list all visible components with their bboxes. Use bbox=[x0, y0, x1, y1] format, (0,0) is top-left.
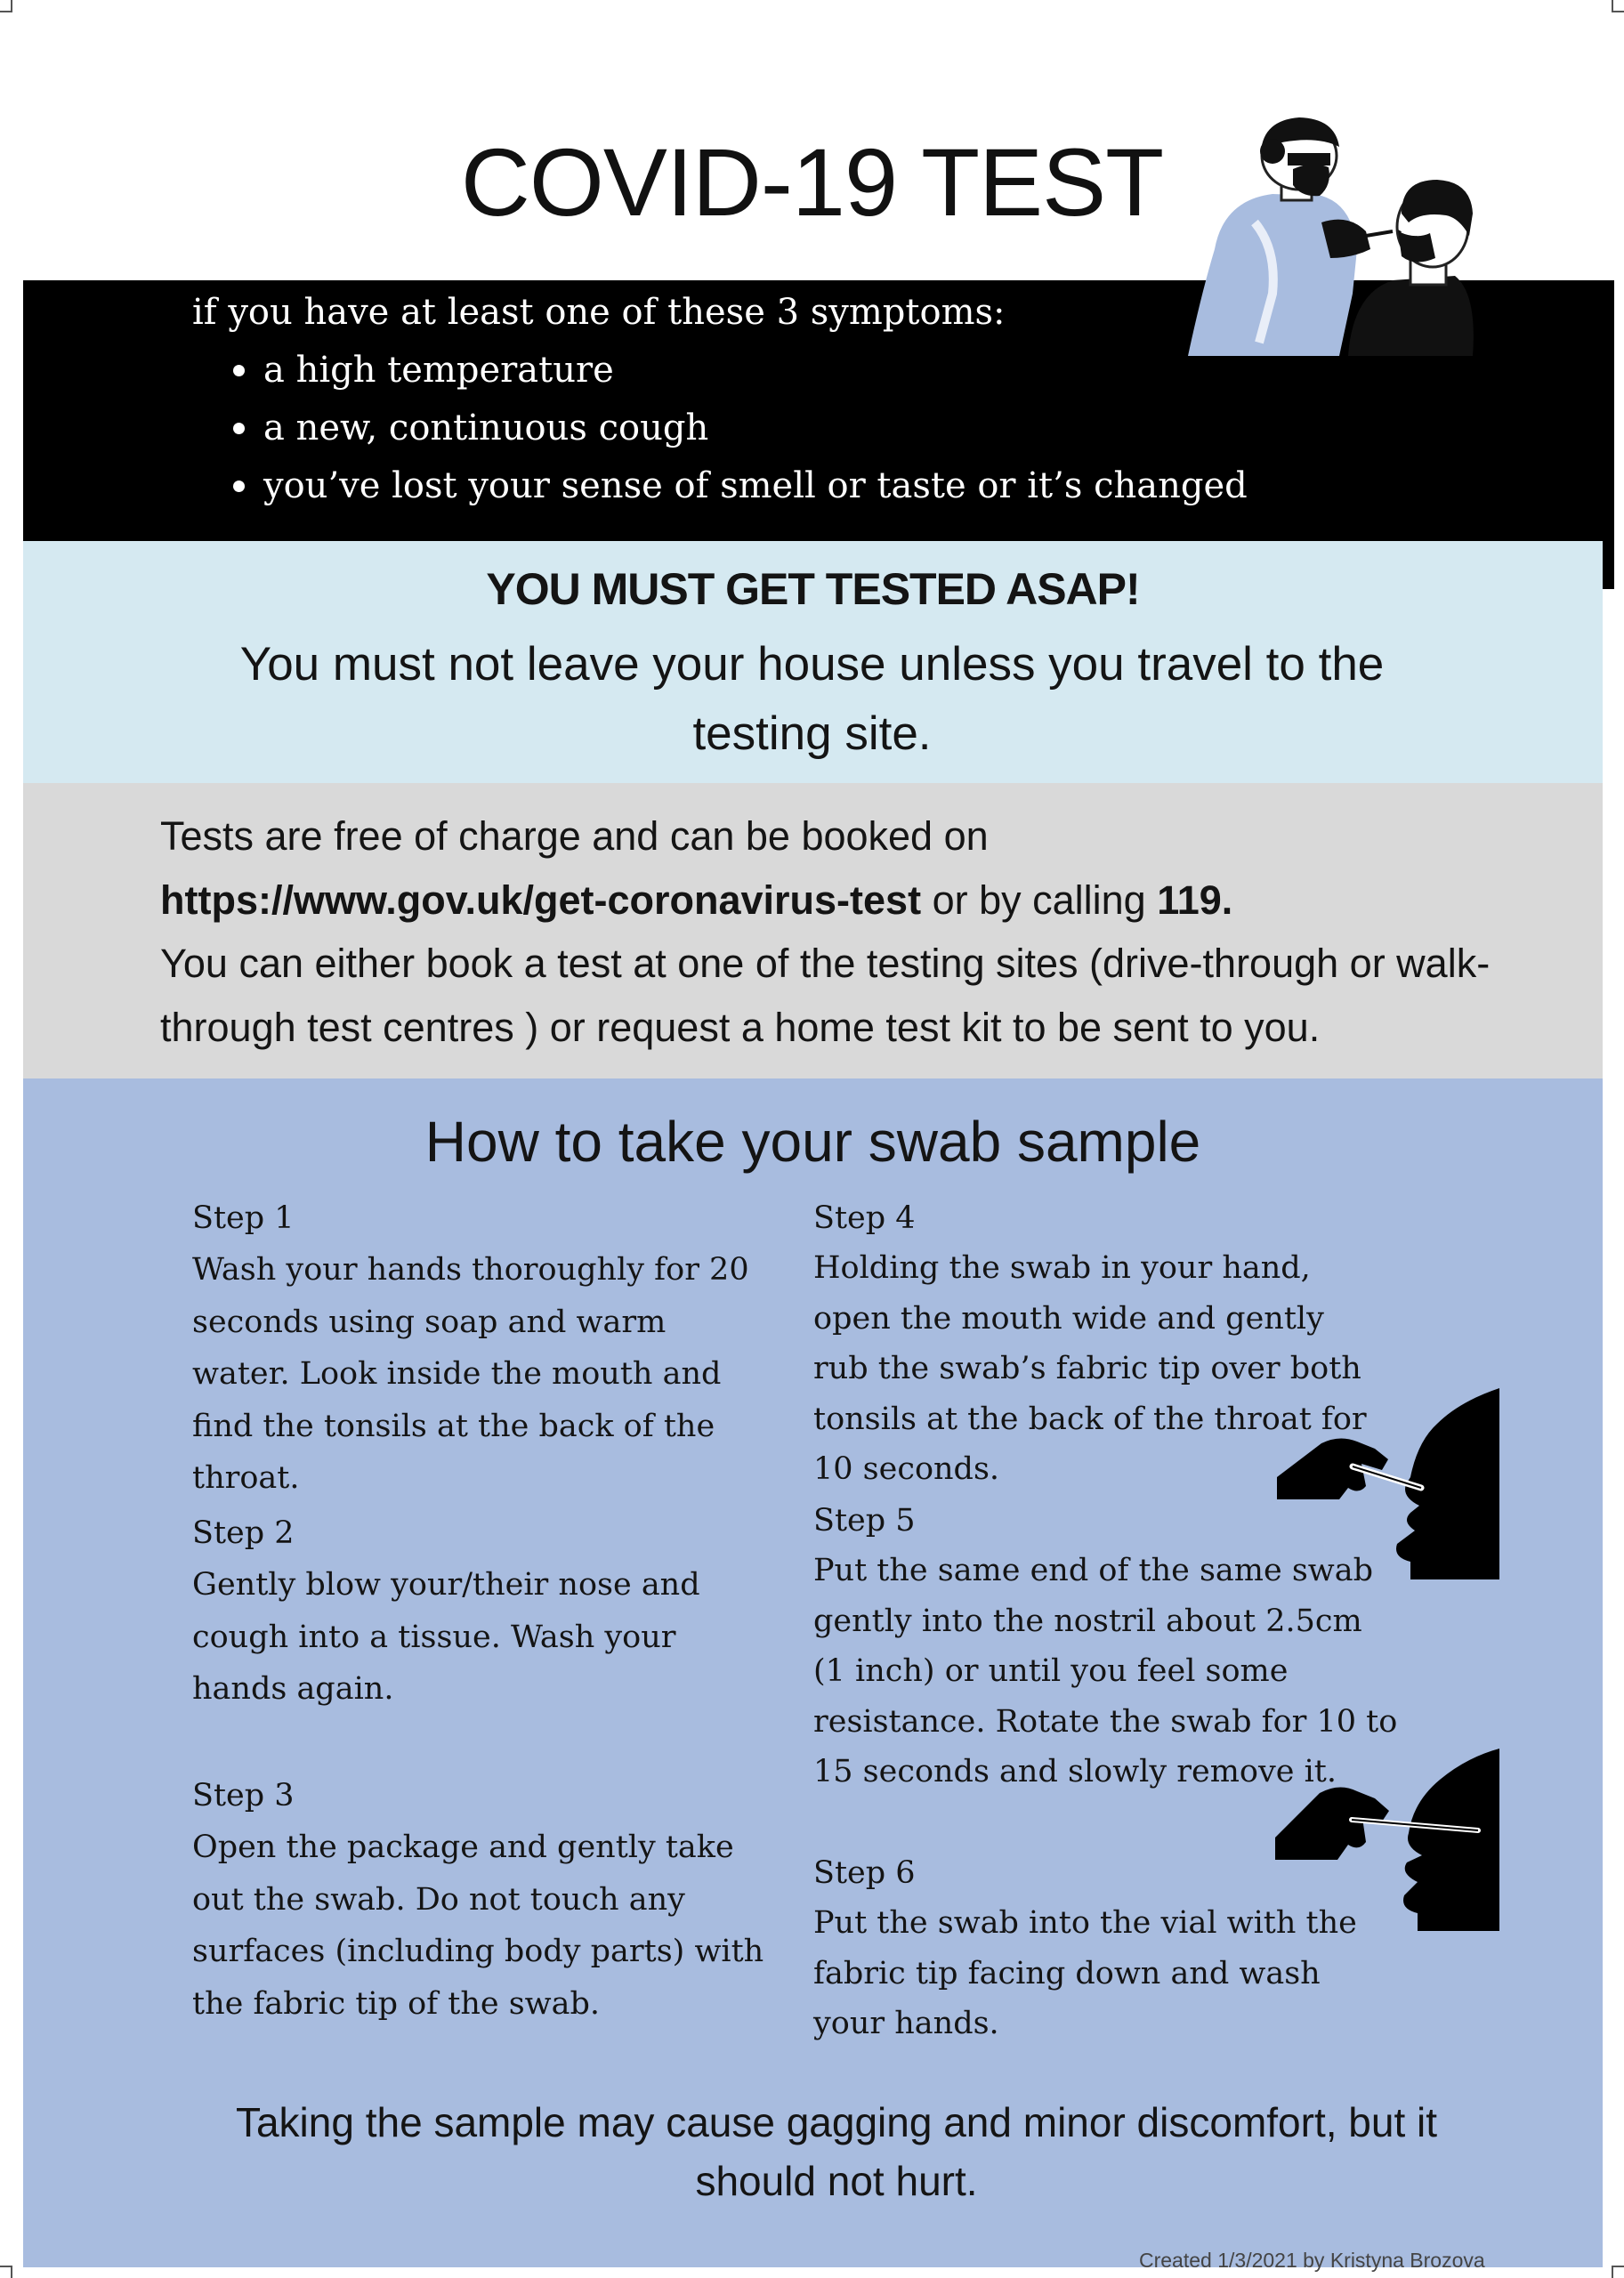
booking-options: You can either book a test at one of the testing sites (drive-through or walk-through test centres ) or request a home test kit to be sent to you. bbox=[160, 941, 1491, 1050]
step-1-label: Step 1 bbox=[192, 1200, 295, 1236]
booking-text bbox=[160, 804, 1548, 1059]
symptoms-intro: if you have at least one of these 3 symptoms: bbox=[192, 292, 1006, 333]
crop-mark bbox=[11, 2266, 12, 2278]
crop-mark bbox=[1612, 11, 1624, 12]
swab-section-title: How to take your swab sample bbox=[424, 1110, 1201, 1174]
step-3-label: Step 3 bbox=[192, 1778, 295, 1814]
throat-swab-icon bbox=[1277, 1388, 1499, 1579]
step-4-label: Step 4 bbox=[813, 1200, 916, 1236]
step-5-label: Step 5 bbox=[813, 1503, 916, 1539]
booking-line bbox=[160, 868, 1548, 933]
step-6-text: Put the swab into the vial with the fabric tip facing down and wash your hands. bbox=[813, 1905, 1357, 2041]
symptom-text: a new, continuous cough bbox=[263, 408, 709, 448]
booking-line: Tests are free of charge and can be booked on bbox=[160, 813, 989, 859]
step-2-label: Step 2 bbox=[192, 1515, 295, 1551]
bullet-icon bbox=[233, 423, 245, 434]
step-1-text: Wash your hands thoroughly for 20 seconds using soap and warm water. Look inside the mouth and find the tonsils at the back of the throat. bbox=[192, 1252, 749, 1496]
symptom-text: you’ve lost your sense of smell or taste or it’s changed bbox=[263, 465, 1248, 506]
discomfort-note: Taking the sample may cause gagging and minor discomfort, but it should not hurt. bbox=[235, 2099, 1438, 2204]
booking-connector: or by calling bbox=[921, 876, 1158, 923]
warning-text: You must not leave your house unless you travel to the testing site. bbox=[239, 638, 1385, 760]
step-6-label: Step 6 bbox=[813, 1855, 916, 1891]
bullet-icon bbox=[233, 481, 245, 492]
nose-swab-icon bbox=[1275, 1749, 1499, 1931]
crop-mark bbox=[11, 0, 12, 12]
crop-mark bbox=[1612, 0, 1613, 12]
crop-mark bbox=[1612, 2266, 1624, 2267]
step-2-text: Gently blow your/their nose and cough into a tissue. Wash your hands again. bbox=[192, 1567, 700, 1707]
credit-text: Created 1/3/2021 by Kristyna Brozova bbox=[1139, 2249, 1485, 2272]
health-worker-testing-illustration bbox=[1188, 116, 1482, 356]
step-5-text: Put the same end of the same swab gently into the nostril about 2.5cm (1 inch) or until you feel some resistance. Rotate the swab for 10 to 15 seconds and slowly remove it. bbox=[813, 1553, 1398, 1789]
symptom-text: a high temperature bbox=[263, 350, 614, 391]
bullet-icon bbox=[233, 365, 245, 376]
step-4-text: Holding the swab in your hand, open the mouth wide and gently rub the swab’s fabric tip over both tonsils at the back of the throat for 10 seconds. bbox=[813, 1250, 1367, 1487]
step-3-text: Open the package and gently take out the swab. Do not touch any surfaces (including body parts) with the fabric tip of the swab. bbox=[192, 1830, 764, 2022]
page-title: COVID-19 TEST bbox=[460, 128, 1164, 236]
booking-phone: 119. bbox=[1157, 876, 1233, 923]
warning-heading: YOU MUST GET TESTED ASAP! bbox=[486, 564, 1140, 614]
crop-mark bbox=[1612, 2266, 1613, 2278]
booking-url-link[interactable]: https://www.gov.uk/get-coronavirus-test bbox=[160, 876, 922, 923]
